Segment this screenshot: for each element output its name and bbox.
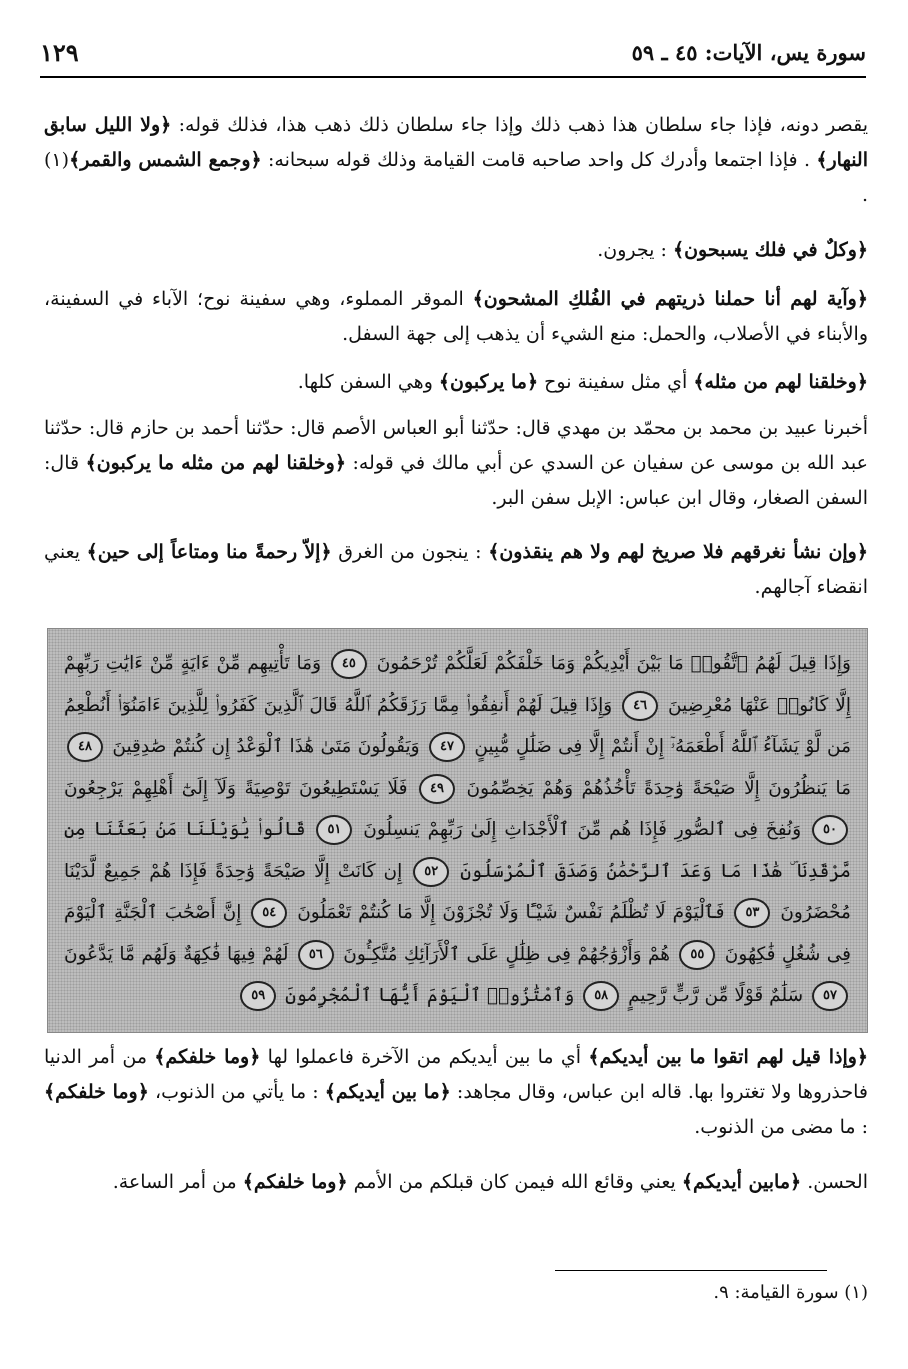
verse-number-marker: ٤٧ [429, 732, 465, 762]
footnote-ref: (١) . [44, 149, 868, 206]
verse-quote: ﴿ولا الليل سابق النهار﴾ [44, 114, 868, 171]
paragraph-3 [44, 282, 868, 352]
verse-number-marker: ٤٦ [622, 691, 658, 721]
footnote: (١) سورة القيامة: ٩. [713, 1282, 868, 1303]
verse: فَلَا يَسْتَطِيعُونَ تَوْصِيَةً وَلَآ إِلَىٰٓ أَهْلِهِمْ يَرْجِعُونَ [64, 777, 408, 799]
text: أي مثل سفينة نوح [544, 371, 688, 393]
verse-quote: ﴿وخلقنا لهم من مثله ما يركبون﴾ [85, 452, 346, 474]
verse: وَمَا تَأْتِيهِم مِّنْ ءَايَةٍ مِّنْ ءَايَٰتِ رَبِّهِمْ إِلَّا كَانُوا۟ عَنْهَا مُعْرِضِينَ [64, 653, 851, 716]
verse-quote: ﴿وما خلفكم﴾ [44, 1081, 149, 1103]
verse-number-marker: ٥٣ [734, 898, 770, 928]
verse-quote: ﴿وإن نشأ نغرقهم فلا صريخ لهم ولا هم ينقذون﴾ [488, 541, 868, 563]
verse-number-marker: ٥٢ [413, 857, 449, 887]
verse-quote: ﴿مابين أيديكم﴾ [681, 1171, 802, 1193]
page-number: ١٢٩ [40, 38, 79, 67]
verse-number-marker: ٤٥ [331, 649, 367, 679]
page-title: سورة يس، الآيات: ٤٥ ـ ٥٩ [631, 40, 866, 65]
verse-quote: ﴿وما خلفكم﴾ [242, 1171, 348, 1193]
verse-quote: ﴿وكلٌ في فلك يسبحون﴾ [672, 239, 868, 261]
verse-number-marker: ٥١ [316, 815, 352, 845]
verse-number-marker: ٥٥ [679, 940, 715, 970]
text: من أمر الدنيا فاحذروها ولا تغتروا بها. قاله ابن عباس، وقال مجاهد: [44, 1046, 868, 1103]
paragraph-7 [44, 1040, 868, 1145]
quran-text [64, 643, 851, 1017]
verse-number-marker: ٤٨ [67, 732, 103, 762]
paragraph-4 [44, 365, 868, 400]
verse-quote: ﴿ما يركبون﴾ [438, 371, 539, 393]
verse: وَإِذَا قِيلَ لَهُمْ أَنفِقُوا۟ مِمَّا رَزَقَكُمُ ٱللَّهُ قَالَ ٱلَّذِينَ كَفَرُوا۟ لِلَّذِينَ ءَامَنُوٓا۟ أَنُطْعِمُ مَن لَّوْ يَشَآءُ ٱللَّهُ أَطْعَمَهُۥٓ إِنْ أَنتُمْ إِلَّا فِى ضَلَٰلٍ مُّبِينٍ [64, 694, 851, 757]
verse-number-marker: ٥٨ [583, 981, 619, 1011]
verse: إِنَّ أَصْحَٰبَ ٱلْجَنَّةِ ٱلْيَوْمَ فِى شُغُلٍ فَٰكِهُونَ [64, 902, 851, 965]
page-header [40, 40, 866, 78]
verse-number-marker: ٥٠ [812, 815, 848, 845]
text: قال: السفن الصغار، وقال ابن عباس: الإبل سفن البر. [44, 452, 868, 509]
text: أي ما بين أيديكم من الآخرة فاعملوا لها [267, 1046, 582, 1068]
text: : ما مضى من الذنوب. [694, 1116, 868, 1138]
text: يعني وقائع الله فيمن كان قبلكم من الأمم [353, 1171, 676, 1193]
paragraph-5 [44, 411, 868, 516]
text: يقصر دونه، فإذا جاء سلطان هذا ذهب ذلك وإذا جاء سلطان ذلك ذهب هذا، فذلك قوله: [178, 114, 869, 136]
verse: وَٱمْتَٰزُوا۟ ٱلْيَوْمَ أَيُّهَا ٱلْمُجْرِمُونَ [285, 985, 575, 1006]
verse: وَنُفِخَ فِى ٱلصُّورِ فَإِذَا هُم مِّنَ ٱلْأَجْدَاثِ إِلَىٰ رَبِّهِمْ يَنسِلُونَ [363, 819, 802, 840]
verse-number-marker: ٥٦ [298, 940, 334, 970]
verse: سَلَٰمٌ قَوْلًا مِّن رَّبٍّ رَّحِيمٍ [628, 985, 804, 1006]
text: الحسن. [807, 1171, 868, 1193]
verse: فَٱلْيَوْمَ لَا تُظْلَمُ نَفْسٌ شَيْـًٔا وَلَا تُجْزَوْنَ إِلَّا مَا كُنتُمْ تَعْمَلُونَ [297, 902, 725, 923]
verse-quote: ﴿وخلقنا لهم من مثله﴾ [693, 371, 868, 393]
paragraph-8 [44, 1165, 868, 1200]
verse: قَالُوا۟ يَٰوَيْلَنَا مَنۢ بَعَثَنَا مِن مَّرْقَدِنَا ۜ هَٰذَا مَا وَعَدَ ٱلرَّحْمَٰنُ وَصَدَقَ ٱلْمُرْسَلُونَ [64, 819, 851, 882]
verse-number-marker: ٥٧ [812, 981, 848, 1011]
verse: مَا يَنظُرُونَ إِلَّا صَيْحَةً وَٰحِدَةً تَأْخُذُهُمْ وَهُمْ يَخِصِّمُونَ [466, 777, 851, 799]
verse: لَهُمْ فِيهَا فَٰكِهَةٌ وَلَهُم مَّا يَدَّعُونَ [64, 943, 289, 965]
verse-number-marker: ٥٤ [251, 898, 287, 928]
text: : يجرون. [597, 239, 667, 261]
text: وهي السفن كلها. [297, 371, 433, 393]
verse-quote: ﴿ما بين أيديكم﴾ [324, 1081, 451, 1103]
verse: وَيَقُولُونَ مَتَىٰ هَٰذَا ٱلْوَعْدُ إِن كُنتُمْ صَٰدِقِينَ [112, 736, 420, 757]
verse-quote: ﴿إلاّ رحمةً منا ومتاعاً إلى حين﴾ [86, 541, 332, 563]
text: . فإذا اجتمعا وأدرك كل واحد صاحبه قامت القيامة وذلك قوله سبحانه: [268, 149, 811, 171]
verse: هُمْ وَأَزْوَٰجُهُمْ فِى ظِلَٰلٍ عَلَى ٱلْأَرَآئِكِ مُتَّكِـُٔونَ [343, 943, 671, 965]
verse-number-marker: ٤٩ [419, 774, 455, 804]
verse: وَإِذَا قِيلَ لَهُمُ ٱتَّقُوا۟ مَا بَيْنَ أَيْدِيكُمْ وَمَا خَلْفَكُمْ لَعَلَّكُمْ تُرْحَمُونَ [376, 653, 851, 674]
verse-quote: ﴿وجمع الشمس والقمر﴾ [69, 149, 262, 171]
text: : ينجون من الغرق [338, 541, 482, 563]
quran-verses-box [47, 628, 868, 1033]
paragraph-2 [44, 233, 868, 268]
text: من أمر الساعة. [112, 1171, 237, 1193]
verse-number-marker: ٥٩ [240, 981, 276, 1011]
paragraph-6 [44, 535, 868, 605]
footnote-divider [555, 1270, 827, 1271]
text: : ما يأتي من الذنوب، [154, 1081, 319, 1103]
verse-quote: ﴿وآية لهم أنا حملنا ذريتهم في الفُلكِ المشحون﴾ [472, 288, 868, 310]
verse: إِن كَانَتْ إِلَّا صَيْحَةً وَٰحِدَةً فَإِذَا هُمْ جَمِيعٌ لَّدَيْنَا مُحْضَرُونَ [64, 860, 851, 923]
verse-quote: ﴿وما خلفكم﴾ [154, 1046, 261, 1068]
paragraph-1 [44, 108, 868, 213]
text: أخبرنا عبيد بن محمد بن محمّد بن مهدي قال: حدّثنا أبو العباس الأصم قال: حدّثنا أحمد بن حازم قال: حدّثنا عبد الله بن موسى عن سفيان عن السدي عن أبي مالك في قوله: [44, 417, 868, 474]
text: يعني انقضاء آجالهم. [44, 541, 868, 598]
text: الموقر المملوء، وهي سفينة نوح؛ الآباء في السفينة، والأبناء في الأصلاب، والحمل: منع الشيء أن يذهب إلى جهة السفل. [44, 288, 868, 345]
verse-quote: ﴿وإذا قيل لهم اتقوا ما بين أيديكم﴾ [588, 1046, 869, 1068]
